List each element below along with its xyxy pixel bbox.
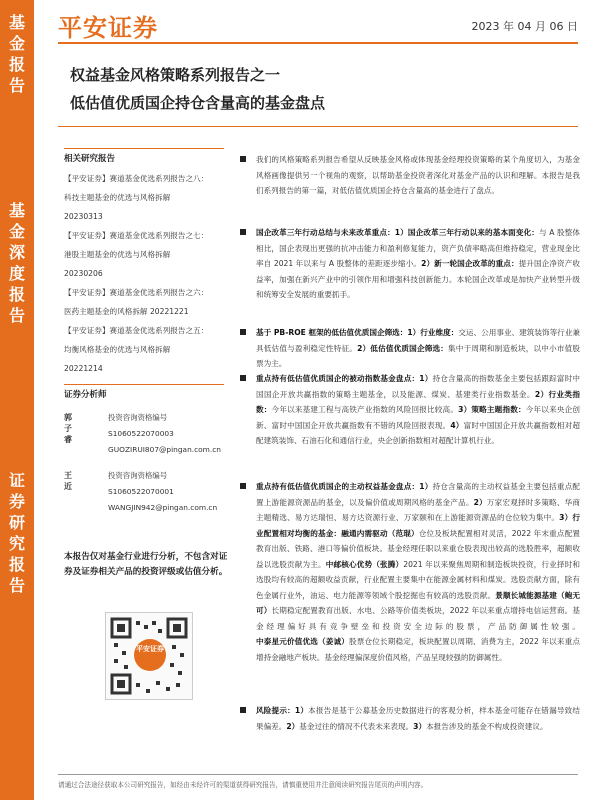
report-series-title: 权益基金风格策略系列报告之一 [70, 66, 281, 84]
bullet-square-icon [240, 707, 246, 713]
footer-divider [58, 774, 578, 775]
related-report-line: 医药主题基金的风格拆解 20221221 [64, 307, 189, 316]
sidebar-label-research-report [0, 470, 34, 596]
paragraph-text: 国企改革三年行动总结与未来改革重点：1）国企改革三年行动以来的基本面变化：与 A 股整体相比，国企表现出更强的抗冲击能力和盈利修复能力，资产负债率略高但维持稳定，营业现金比率自 2021 年以来与 A 股整体的差距逐步缩小。2）新一轮国企改革的重点：提升国企净资产收益率，加强在新兴产业中的引领作用和增强科技创新能力。本轮国企改革或是加快产业转型升级和统筹安全发展的重要抓手。 [256, 228, 581, 299]
analyst-name: 王近 [64, 471, 72, 491]
analyst-role: 投资咨询资格编号 [108, 413, 168, 422]
analyst-email[interactable]: GUOZIRUI807@pingan.com.cn [108, 445, 221, 454]
company-logo: 平安证券 [58, 14, 158, 42]
paragraph-text: 我们的风格策略系列报告希望从反映基金风格或体现基金经理投资策略的某个角度切入，为基金风格画像提供另一个视角的观察，以帮助基金投资者深化对基金产品的认识和理解。本报告是我们系列报告的第一篇，对低估值优质国企持仓含量高的基金进行了盘点。 [256, 155, 580, 195]
bullet-square-icon [240, 229, 246, 235]
related-reports [64, 148, 224, 378]
related-report-line: 20221214 [64, 364, 103, 373]
industry-disclaimer: 本报告仅对基金行业进行分析，不包含对证券及证券相关产品的投资评级或估值分析。 [64, 552, 228, 577]
sidebar-char: 深 [8, 243, 25, 262]
analyst-email[interactable]: WANGJIN942@pingan.com.cn [108, 503, 218, 512]
related-report-line: 【平安证券】赛道基金优选系列报告之八： [64, 174, 209, 183]
sidebar-char: 告 [8, 576, 25, 595]
report-date: 2023 年 04 月 06 日 [471, 20, 578, 33]
related-reports-heading: 相关研究报告 [64, 148, 224, 166]
related-report-line: 【平安证券】赛道基金优选系列报告之七： [64, 231, 209, 240]
bullet-square-icon [240, 329, 246, 335]
summary-paragraph [240, 371, 580, 449]
sidebar-char: 券 [8, 492, 25, 511]
sidebar-char: 基 [8, 201, 25, 220]
summary-paragraph [240, 152, 580, 199]
sidebar-char: 度 [8, 264, 25, 283]
sidebar-char: 金 [8, 222, 25, 241]
sidebar-char: 金 [8, 34, 25, 53]
sidebar-band [0, 0, 34, 800]
paragraph-text: 风险提示：1）本报告是基于公募基金历史数据进行的客观分析，样本基金可能存在错漏导致结果偏差。2）基金过往的情况不代表未来表现。3）本报告涉及的基金不构成投资建议。 [256, 706, 580, 731]
paragraph-text: 重点持有低估值优质国企的主动权益基金盘点：1）持仓含量高的主动权益基金主要包括重点配置上游能源资源品的基金，以及偏价值或周期风格的基金产品。2）万家宏观择时多策略、华商主题精选、易方达瑞恒、易方达资源行业、万家颐和在上游能源资源品的仓位较为集中。3）行业配置相对均衡的基金：融通内需驱动（范琨）仓位及板块配置相对灵活，2022 年末重点配置教育出版、铁路、港口等偏价值板块。基金经理任职以来重仓股表现出较高的选股胜率，超额收益以选股贡献为主。中邮核心优势（张腾）2021 年以来聚焦周期和制造板块投资，行业择时和选股均有较高的超额收益贡献，行业配置主要集中在能源金属材料和煤炭。选股贡献方面，除有色金属行业外，油运、电力能源等领域个股挖掘也有较高的选股贡献。景顺长城能源基建（鲍无可）长期稳定配置教育出版、水电、公路等价值类板块，2022 年以来重点增持电信运营商。基金经理偏好具有竞争壁垒和投资安全边际的股票，产品防御属性较强。中泰星元价值优选（姜诚）股票仓位长期稳定，板块配置以周期、消费为主，2022 年以来重点增持金融地产板块。基金经理偏深度价值风格，产品呈现较强的防御属性。 [256, 482, 581, 662]
page-header [58, 8, 578, 42]
analysts-heading: 证券分析师 [64, 384, 224, 402]
summary-paragraph [240, 225, 580, 303]
paragraph-text: 重点持有低估值优质国企的被动指数基金盘点：1）持仓含量高的指数基金主要包括跟踪富时中国国企开放共赢指数的策略主题基金，以及能源、煤炭、基建类行业指数基金。2）行业类指数：今年以来基建工程与高铁产业指数的风险回报比较高。3）策略主题指数：今年以来央企创新、富时中国国企开放共赢指数有不错的风险回报表现。4）富时中国国企开放共赢指数相对超配建筑装饰、石油石化和通信行业，央企创新指数相对超配计算机行业。 [256, 374, 581, 445]
summary-paragraph [240, 479, 580, 665]
qr-logo-badge: 平安证券 [134, 639, 166, 671]
sidebar-char: 研 [8, 513, 25, 532]
related-report-line: 均衡风格基金的优选与风格拆解 [64, 345, 171, 354]
sidebar-char: 告 [8, 306, 25, 325]
related-report-line: 科技主题基金的优选与风格拆解 [64, 193, 171, 202]
sidebar-char: 基 [8, 13, 25, 32]
sidebar-char: 报 [8, 285, 25, 304]
sidebar-char: 报 [8, 55, 25, 74]
analyst-name: 郭子睿 [64, 413, 72, 444]
bullet-square-icon [240, 156, 246, 162]
analysts-section [64, 384, 224, 405]
analyst-cert: S1060522070001 [108, 487, 174, 496]
bullet-square-icon [240, 375, 246, 381]
analyst-role: 投资咨询资格编号 [108, 471, 168, 480]
sidebar-char: 究 [8, 534, 25, 553]
summary-paragraph [240, 325, 580, 372]
sidebar-label-fund-report [0, 12, 34, 96]
bullet-square-icon [240, 483, 246, 489]
footer-notice: 请通过合法途径获取本公司研究报告，如经由未经许可的渠道获得研究报告，请慎重使用并注意阅读研究报告尾页的声明内容。 [58, 781, 428, 789]
related-report-line: 20230313 [64, 212, 103, 221]
header-divider [58, 42, 578, 44]
related-report-line: 【平安证券】赛道基金优选系列报告之六： [64, 288, 209, 297]
report-title: 低估值优质国企持仓含量高的基金盘点 [70, 94, 326, 112]
risk-warning-paragraph [240, 703, 580, 734]
sidebar-char: 报 [8, 555, 25, 574]
analyst-cert: S1060522070003 [108, 429, 174, 438]
paragraph-text: 基于 PB-ROE 框架的低估值优质国企筛选：1）行业维度：交运、公用事业、建筑装饰等行业兼具低估值与盈利稳定性特征。2）低估值优质国企筛选：集中于周期和制造板块，以中小市值股票为主。 [256, 328, 580, 368]
sidebar-char: 证 [8, 471, 25, 490]
qr-code[interactable] [105, 612, 193, 700]
title-divider [58, 126, 578, 127]
related-report-line: 港股主题基金的优选与风格拆解 [64, 250, 171, 259]
related-report-line: 【平安证券】赛道基金优选系列报告之五： [64, 326, 209, 335]
sidebar-char: 告 [8, 76, 25, 95]
related-report-line: 20230206 [64, 269, 103, 278]
sidebar-label-deep-report [0, 200, 34, 326]
